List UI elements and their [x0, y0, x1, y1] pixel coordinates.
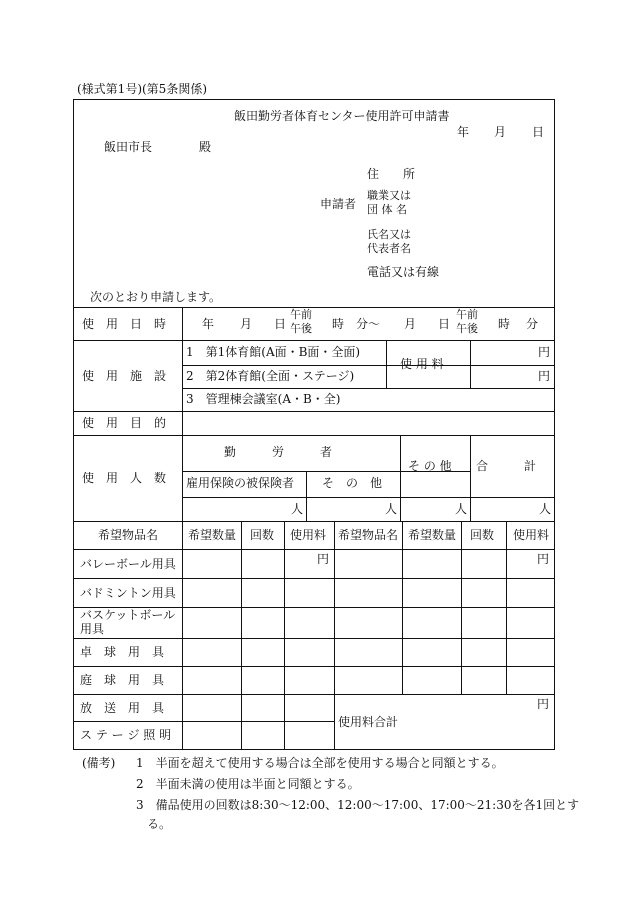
- form-number: (様式第1号)(第5条関係): [77, 82, 207, 96]
- equipment-col-times-2: 回数: [470, 528, 495, 542]
- equipment-item-stage-lighting: ス テ ー ジ 照 明: [80, 728, 172, 742]
- addressee-name: 飯田市長: [104, 140, 153, 154]
- equipment-item-volleyball: バレーボール用具: [80, 557, 176, 571]
- equipment-yen-left: 円: [317, 552, 330, 566]
- usage-date-am-2: 午前: [456, 308, 478, 321]
- equipment-col-fee: 使用料: [290, 528, 327, 542]
- note-3b: る。: [147, 817, 172, 831]
- date-year: 年: [457, 125, 470, 139]
- equipment-yen-right: 円: [537, 552, 550, 566]
- equipment-col-name: 希望物品名: [98, 528, 159, 542]
- date-month: 月: [494, 125, 507, 139]
- usage-date-minute-2: 分: [526, 317, 539, 331]
- facility-fee-yen-1: 円: [538, 345, 551, 359]
- equipment-col-qty-2: 希望数量: [408, 528, 457, 542]
- people-total: 合 計: [476, 459, 537, 473]
- equipment-item-tennis: 庭 球 用 具: [80, 673, 165, 687]
- usage-date-hour: 時: [332, 317, 345, 331]
- usage-date-day: 日: [274, 317, 287, 331]
- usage-date-month: 月: [240, 317, 253, 331]
- usage-date-pm: 午後: [290, 322, 312, 335]
- usage-date-year: 年: [202, 317, 215, 331]
- applicant-label: 申請者: [320, 197, 357, 211]
- date-day: 日: [532, 125, 545, 139]
- note-3a: 3 備品使用の回数は8:30～12:00、12:00～17:00、17:00～21:30を各1回とす: [136, 798, 580, 812]
- applicant-phone-label: 電話又は有線: [367, 265, 440, 279]
- applicant-address-label: 住 所: [367, 167, 416, 181]
- request-text: 次のとおり申請します。: [90, 290, 222, 304]
- people-unit-insured: 人: [291, 502, 304, 516]
- usage-date-minute-to: 分～: [356, 317, 381, 331]
- facility-option-1: 1 第1体育館(A面・B面・全面): [186, 345, 361, 359]
- applicant-name-label-1: 氏名又は: [367, 228, 411, 241]
- usage-date-pm-2: 午後: [456, 322, 478, 335]
- equipment-col-qty: 希望数量: [188, 528, 237, 542]
- usage-date-day-2: 日: [438, 317, 451, 331]
- equipment-col-name-2: 希望物品名: [338, 528, 399, 542]
- note-2: 2 半面未満の使用は半面と同額とする。: [136, 777, 360, 791]
- note-1: 1 半面を超えて使用する場合は全部を使用する場合と同額とする。: [136, 756, 504, 770]
- equipment-item-badminton: バドミントン用具: [80, 586, 176, 600]
- equipment-col-fee-2: 使用料: [513, 528, 550, 542]
- equipment-item-broadcast: 放 送 用 具: [80, 701, 165, 715]
- applicant-occupation-label-2: 団 体 名: [367, 203, 407, 216]
- applicant-occupation-label-1: 職業又は: [367, 189, 411, 202]
- equipment-item-basketball-1: バスケットボール: [80, 608, 176, 622]
- facility-fee-yen-2: 円: [538, 369, 551, 383]
- equipment-item-basketball-2: 用具: [80, 622, 105, 636]
- equipment-total-fee-yen: 円: [537, 697, 550, 711]
- people-other-sub: そ の 他: [322, 476, 383, 490]
- equipment-total-fee-label: 使用料合計: [338, 715, 399, 729]
- purpose-label: 使 用 目 的: [82, 416, 167, 430]
- applicant-name-label-2: 代表者名: [367, 242, 411, 255]
- application-form: [73, 99, 555, 750]
- usage-date-hour-2: 時: [498, 317, 511, 331]
- facility-option-3: 3 管理棟会議室(A・B・全): [186, 392, 341, 406]
- facility-fee-label: 使 用 料: [400, 357, 444, 371]
- people-workers: 勤 労 者: [224, 445, 333, 459]
- usage-date-label: 使 用 日 時: [82, 317, 167, 331]
- form-title: 飯田勤労者体育センター使用許可申請書: [234, 109, 450, 123]
- facility-option-2: 2 第2体育館(全面・ステージ): [186, 369, 355, 383]
- equipment-item-table-tennis: 卓 球 用 具: [80, 645, 165, 659]
- people-other: そ の 他: [408, 459, 452, 473]
- people-unit-other: 人: [455, 502, 468, 516]
- people-unit-other-sub: 人: [385, 502, 398, 516]
- people-insured: 雇用保険の被保険者: [186, 476, 295, 490]
- usage-date-month-2: 月: [404, 317, 417, 331]
- facility-label: 使 用 施 設: [82, 369, 167, 383]
- people-unit-total: 人: [539, 502, 552, 516]
- addressee-honorific: 殿: [199, 140, 212, 154]
- notes-label: (備考): [82, 756, 116, 770]
- equipment-col-times: 回数: [250, 528, 275, 542]
- usage-date-am: 午前: [290, 308, 312, 321]
- people-label: 使 用 人 数: [82, 471, 167, 485]
